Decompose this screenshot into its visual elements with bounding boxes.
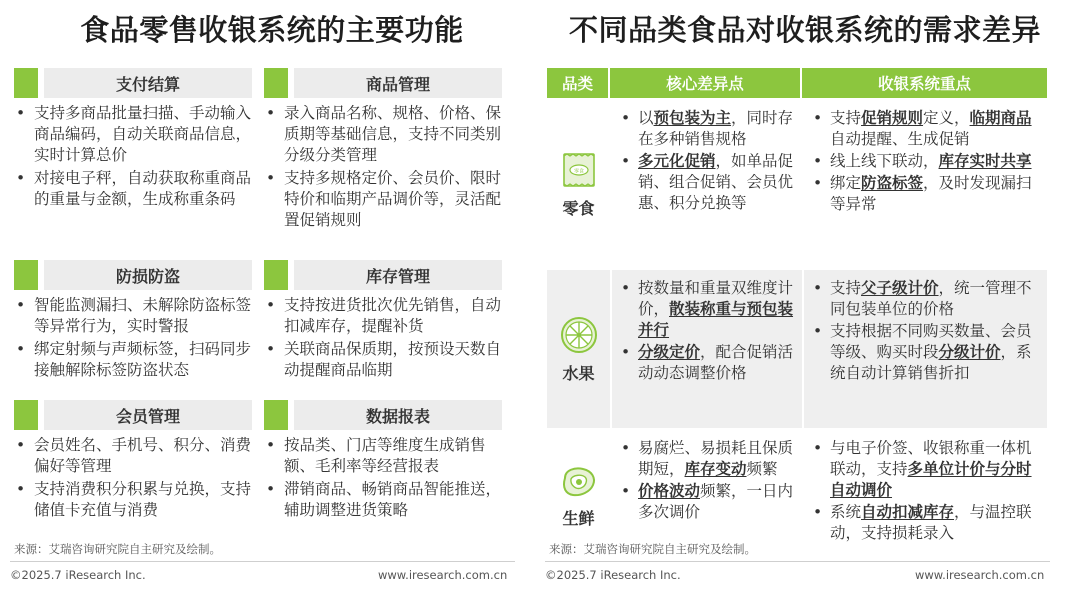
right-source-note: 来源：艾瑞咨询研究院自主研究及绘制。	[549, 542, 756, 556]
system-focus-cell	[802, 270, 1047, 428]
feature-card-report	[264, 400, 502, 523]
green-marker	[14, 68, 38, 98]
meat-steak-icon	[559, 464, 599, 500]
system-focus-bullet	[810, 151, 1041, 172]
system-focus-cell	[802, 430, 1047, 562]
table-row-snacks	[547, 98, 1047, 268]
bullet-text: 自动提醒、生成促销	[830, 130, 970, 148]
core-diff-bullet	[618, 151, 796, 214]
feature-title: 防损防盗	[44, 260, 252, 290]
feature-title: 商品管理	[294, 68, 502, 98]
highlight-text: 促销规则	[861, 109, 924, 127]
bullet-text: 线上线下联动，	[830, 152, 939, 170]
category-label: 水果	[562, 363, 595, 383]
right-footer-divider	[545, 561, 1050, 562]
table-header	[547, 68, 1047, 98]
left-website: www.iresearch.com.cn	[378, 568, 508, 582]
category-label: 生鲜	[562, 508, 595, 528]
feature-title: 库存管理	[294, 260, 502, 290]
right-copyright: ©2025.7 iResearch Inc.	[545, 568, 681, 582]
system-focus-bullet	[810, 278, 1041, 320]
bullet-text: 易腐烂、易损耗且保质期短，	[638, 439, 794, 478]
citrus-slice-icon	[559, 315, 599, 355]
feature-card-inventory	[264, 260, 502, 383]
feature-title: 会员管理	[44, 400, 252, 430]
feature-bullet: • 支持多商品批量扫描、手动输入商品编码，自动关联商品信息，实时计算总价	[14, 103, 252, 166]
highlight-text: 价格波动	[638, 482, 701, 500]
feature-card-antitheft	[14, 260, 252, 383]
feature-card-payment	[14, 68, 252, 212]
category-cell	[547, 270, 610, 428]
core-diff-cell	[610, 100, 802, 268]
snack-package-icon	[561, 150, 597, 190]
bullet-text: ，统一管理不同包装单位的价格	[830, 279, 1032, 318]
system-focus-bullet	[810, 438, 1041, 501]
system-focus-bullet	[810, 173, 1041, 215]
left-source-note: 来源：艾瑞咨询研究院自主研究及绘制。	[14, 542, 221, 556]
left-page-title: 食品零售收银系统的主要功能	[80, 13, 464, 47]
green-marker	[264, 68, 288, 98]
feature-card-member	[14, 400, 252, 523]
bullet-text: ，系统自动计算销售折扣	[830, 343, 1032, 382]
category-comparison-table	[547, 68, 1047, 562]
bullet-text: ，同时存在多种销售规格	[638, 109, 794, 148]
feature-title: 数据报表	[294, 400, 502, 430]
header-category: 品类	[547, 68, 610, 98]
feature-title: 支付结算	[44, 68, 252, 98]
category-cell	[547, 100, 610, 268]
highlight-text: 临期商品	[969, 109, 1032, 127]
feature-bullet: • 智能监测漏扫、未解除防盗标签等异常行为，实时警报	[14, 295, 252, 337]
feature-bullet: • 关联商品保质期，按预设天数自动提醒商品临期	[264, 339, 502, 381]
bullet-text: 支持	[830, 109, 862, 127]
feature-bullet: • 绑定射频与声频标签，扫码同步接触解除标签防盗状态	[14, 339, 252, 381]
highlight-text: 多单位计价与分时自动调价	[830, 460, 1032, 499]
highlight-text: 自动扣减库存	[861, 503, 955, 521]
right-page-title: 不同品类食品对收银系统的需求差异	[568, 13, 1041, 47]
bullet-text: 按数量和重量双维度计价，	[638, 279, 794, 318]
bullet-text: 以	[638, 109, 654, 127]
feature-bullet: • 会员姓名、手机号、积分、消费偏好等管理	[14, 435, 252, 477]
table-row-fruit	[547, 268, 1047, 428]
bullet-text: 与电子价签、收银称重一体机联动，支持	[830, 439, 1032, 478]
system-focus-cell	[802, 100, 1047, 268]
bullet-text: ，与温控联动，支持损耗录入	[830, 503, 1032, 542]
core-diff-bullet	[618, 108, 796, 150]
bullet-text: 绑定	[830, 174, 862, 192]
highlight-text: 多元化促销	[638, 152, 716, 170]
highlight-text: 父子级计价	[861, 279, 939, 297]
left-copyright: ©2025.7 iResearch Inc.	[10, 568, 146, 582]
category-label: 零食	[562, 198, 595, 218]
feature-bullet: • 支持消费积分积累与兑换，支持储值卡充值与消费	[14, 479, 252, 521]
core-diff-cell	[610, 270, 802, 428]
feature-bullet: • 录入商品名称、规格、价格、保质期等基础信息，支持不同类别分级分类管理	[264, 103, 502, 166]
green-marker	[14, 260, 38, 290]
highlight-text: 防盗标签	[861, 174, 924, 192]
highlight-text: 预包装为主	[653, 109, 732, 127]
green-marker	[264, 400, 288, 430]
system-focus-bullet	[810, 108, 1041, 150]
header-system-focus: 收银系统重点	[877, 75, 971, 93]
right-website: www.iresearch.com.cn	[915, 568, 1045, 582]
bullet-text: ，配合促销活动动态调整价格	[638, 343, 794, 382]
core-diff-bullet	[618, 278, 796, 341]
feature-bullet: • 支持按进货批次优先销售，自动扣减库存，提醒补货	[264, 295, 502, 337]
highlight-text: 分级定价	[638, 343, 701, 361]
bullet-text: 频繁，一日内多次调价	[638, 482, 794, 521]
bullet-text: 定义，	[923, 109, 970, 127]
green-marker	[264, 260, 288, 290]
core-diff-bullet	[618, 438, 796, 480]
highlight-text: 分级计价	[938, 343, 1001, 361]
feature-bullet: • 按品类、门店等维度生成销售额、毛利率等经营报表	[264, 435, 502, 477]
bullet-text: 支持	[830, 279, 862, 297]
feature-bullet: • 支持多规格定价、会员价、限时特价和临期产品调价等，灵活配置促销规则	[264, 168, 502, 231]
feature-bullet: • 对接电子秤，自动获取称重商品的重量与金额，生成称重条码	[14, 168, 252, 210]
bullet-text: 频繁	[746, 460, 778, 478]
snack-icon-label: 零食	[573, 168, 584, 174]
bullet-text: 支持根据不同购买数量、会员等级、购买时段	[830, 322, 1032, 361]
header-core-diff: 核心差异点	[610, 68, 802, 98]
system-focus-bullet	[810, 502, 1041, 544]
bullet-text: ，如单品促销、组合促销、会员优惠、积分兑换等	[638, 152, 794, 212]
left-footer-divider	[10, 561, 515, 562]
bullet-text: ，及时发现漏扫等异常	[830, 174, 1032, 213]
green-marker	[14, 400, 38, 430]
highlight-text: 库存变动	[684, 460, 747, 478]
core-diff-bullet	[618, 481, 796, 523]
feature-bullet: • 滞销商品、畅销商品智能推送，辅助调整进货策略	[264, 479, 502, 521]
core-diff-bullet	[618, 342, 796, 384]
system-focus-bullet	[810, 321, 1041, 384]
highlight-text: 散装称重与预包装并行	[638, 300, 794, 339]
bullet-text: 系统	[830, 503, 862, 521]
feature-card-product	[264, 68, 502, 233]
highlight-text: 库存实时共享	[938, 152, 1032, 170]
